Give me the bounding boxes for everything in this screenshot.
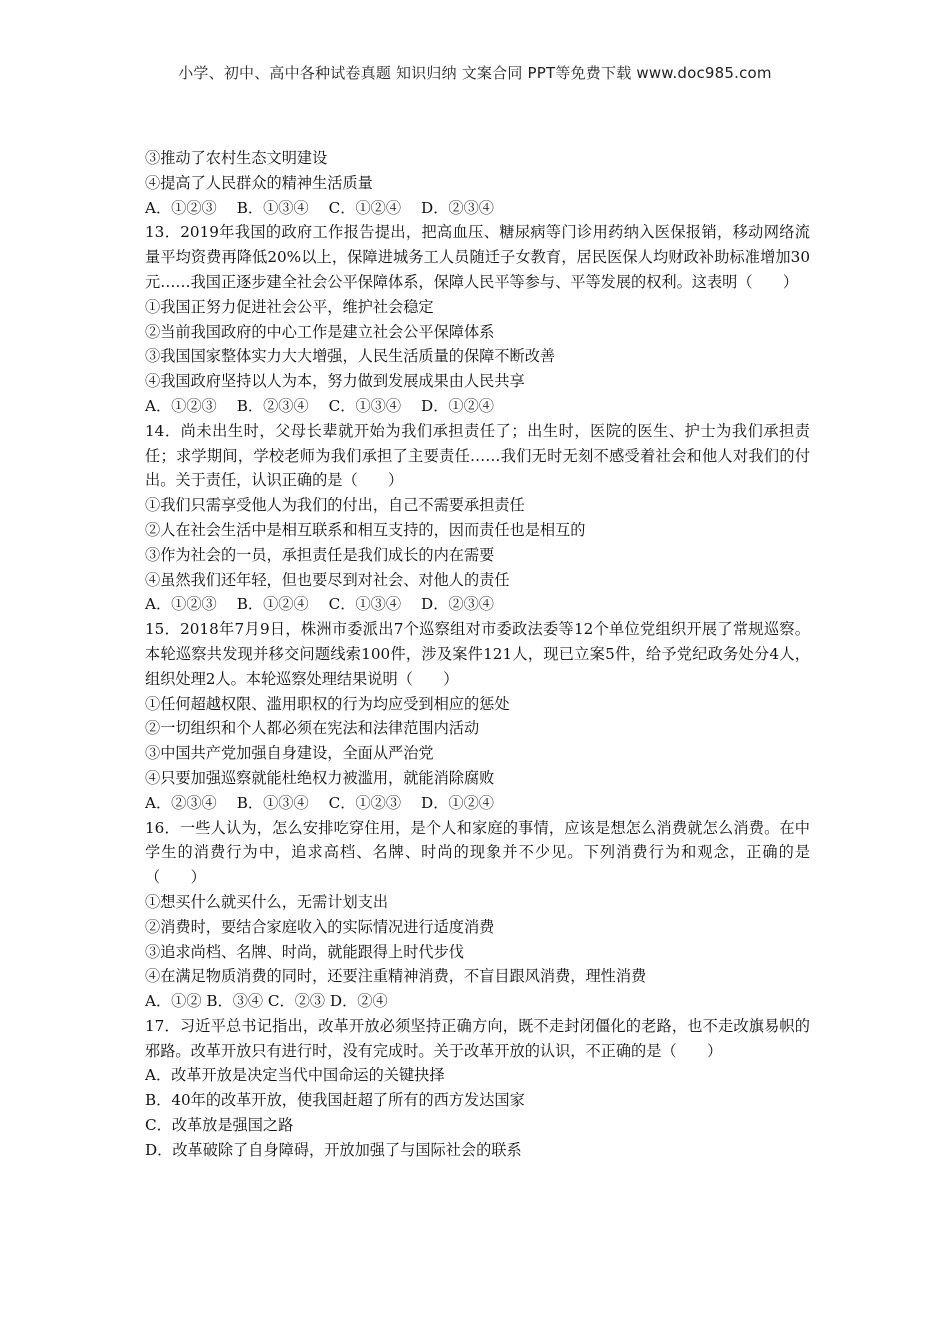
q13-option-4: ④我国政府坚持以人为本，努力做到发展成果由人民共享 bbox=[145, 372, 525, 391]
q13-option-3: ③我国国家整体实力大大增强，人民生活质量的保障不断改善 bbox=[145, 347, 556, 366]
q15-option-2: ②一切组织和个人都必须在宪法和法律范围内活动 bbox=[145, 719, 480, 738]
q16-option-1: ①想买什么就买什么，无需计划支出 bbox=[145, 892, 388, 911]
q12-option-4: ④提高了人民群众的精神生活质量 bbox=[145, 173, 373, 192]
q13-option-1: ①我国正努力促进社会公平，维护社会稳定 bbox=[145, 297, 434, 316]
q13-option-2: ②当前我国政府的中心工作是建立社会公平保障体系 bbox=[145, 322, 495, 341]
q14-option-3: ③作为社会的一员，承担责任是我们成长的内在需要 bbox=[145, 545, 495, 564]
exam-content bbox=[145, 146, 810, 1163]
q16-option-2: ②消费时，要结合家庭收入的实际情况进行适度消费 bbox=[145, 917, 495, 936]
q16-stem: 16．一些人认为，怎么安排吃穿住用，是个人和家庭的事情，应该是想怎么消费就怎么消费。在中学生的消费行为中，追求高档、名牌、时尚的现象并不少见。下列消费行为和观念，正确的是（ ） bbox=[145, 818, 810, 887]
q17-option-d: D．改革破除了自身障碍，开放加强了与国际社会的联系 bbox=[145, 1140, 522, 1159]
q16-option-4: ④在满足物质消费的同时，还要注重精神消费，不盲目跟风消费，理性消费 bbox=[145, 967, 647, 986]
q13-answer-choices: A．①②③ B．②③④ C．①③④ D．①②④ bbox=[145, 396, 494, 415]
q16-answer-choices: A．①② B．③④ C．②③ D．②④ bbox=[145, 992, 388, 1011]
q16-option-3: ③追求尚档、名牌、时尚，就能跟得上时代步伐 bbox=[145, 942, 464, 961]
q15-option-1: ①任何超越权限、滥用职权的行为均应受到相应的惩处 bbox=[145, 694, 510, 713]
q14-option-2: ②人在社会生活中是相互联系和相互支持的，因而责任也是相互的 bbox=[145, 520, 586, 539]
q13-stem: 13．2019年我国的政府工作报告提出，把高血压、糖尿病等门诊用药纳入医保报销，移动网络流量平均资费再降低20%以上，保障进城务工人员随迁子女教育，居民医保人均财政补助标准增加30元……我国正逐步建全社会公平保障体系，保障人民平等参与、平等发展的权利。这表明（ ） bbox=[145, 223, 810, 291]
q12-option-3: ③推动了农村生态文明建设 bbox=[145, 149, 328, 167]
q15-answer-choices: A．②③④ B．①③④ C．①②③ D．①②④ bbox=[145, 793, 494, 812]
q14-stem: 14．尚未出生时，父母长辈就开始为我们承担责任了；出生时，医院的医生、护士为我们承担责任；求学期间，学校老师为我们承担了主要责任……我们无时无刻不感受着社会和他人对我们的付出。关于责任，认识正确的是（ ） bbox=[145, 421, 810, 490]
q14-option-4: ④虽然我们还年轻，但也要尽到对社会、对他人的责任 bbox=[145, 570, 510, 589]
q12-answer-choices: A．①②③ B．①③④ C．①②④ D．②③④ bbox=[145, 198, 494, 217]
q15-option-4: ④只要加强巡察就能杜绝权力被滥用，就能消除腐败 bbox=[145, 768, 495, 787]
q14-option-1: ①我们只需享受他人为我们的付出，自己不需要承担责任 bbox=[145, 496, 525, 515]
q17-option-a: A．改革开放是决定当代中国命运的关键抉择 bbox=[145, 1066, 445, 1085]
q17-stem: 17．习近平总书记指出，改革开放必须坚持正确方向，既不走封闭僵化的老路，也不走改旗易帜的邪路。改革开放只有进行时，没有完成时。关于改革开放的认识，不正确的是（ ） bbox=[145, 1016, 810, 1060]
page-header: 小学、初中、高中各种试卷真题 知识归纳 文案合同 PPT等免费下载 www.doc985.com bbox=[178, 64, 772, 82]
q17-option-b: B．40年的改革开放，使我国赶超了所有的西方发达国家 bbox=[145, 1091, 525, 1110]
q17-option-c: C．改革放是强国之路 bbox=[145, 1116, 294, 1135]
q15-option-3: ③中国共产党加强自身建设，全面从严治党 bbox=[145, 744, 434, 763]
q14-answer-choices: A．①②③ B．①②④ C．①③④ D．②③④ bbox=[145, 595, 494, 614]
q15-stem: 15．2018年7月9日，株洲市委派出7个巡察组对市委政法委等12个单位党组织开展了常规巡察。本轮巡察共发现并移交问题线索100件，涉及案件121人，现已立案5件，给予党纪政务处分4人，组织处理2人。本轮巡察处理结果说明（ ） bbox=[145, 620, 810, 688]
